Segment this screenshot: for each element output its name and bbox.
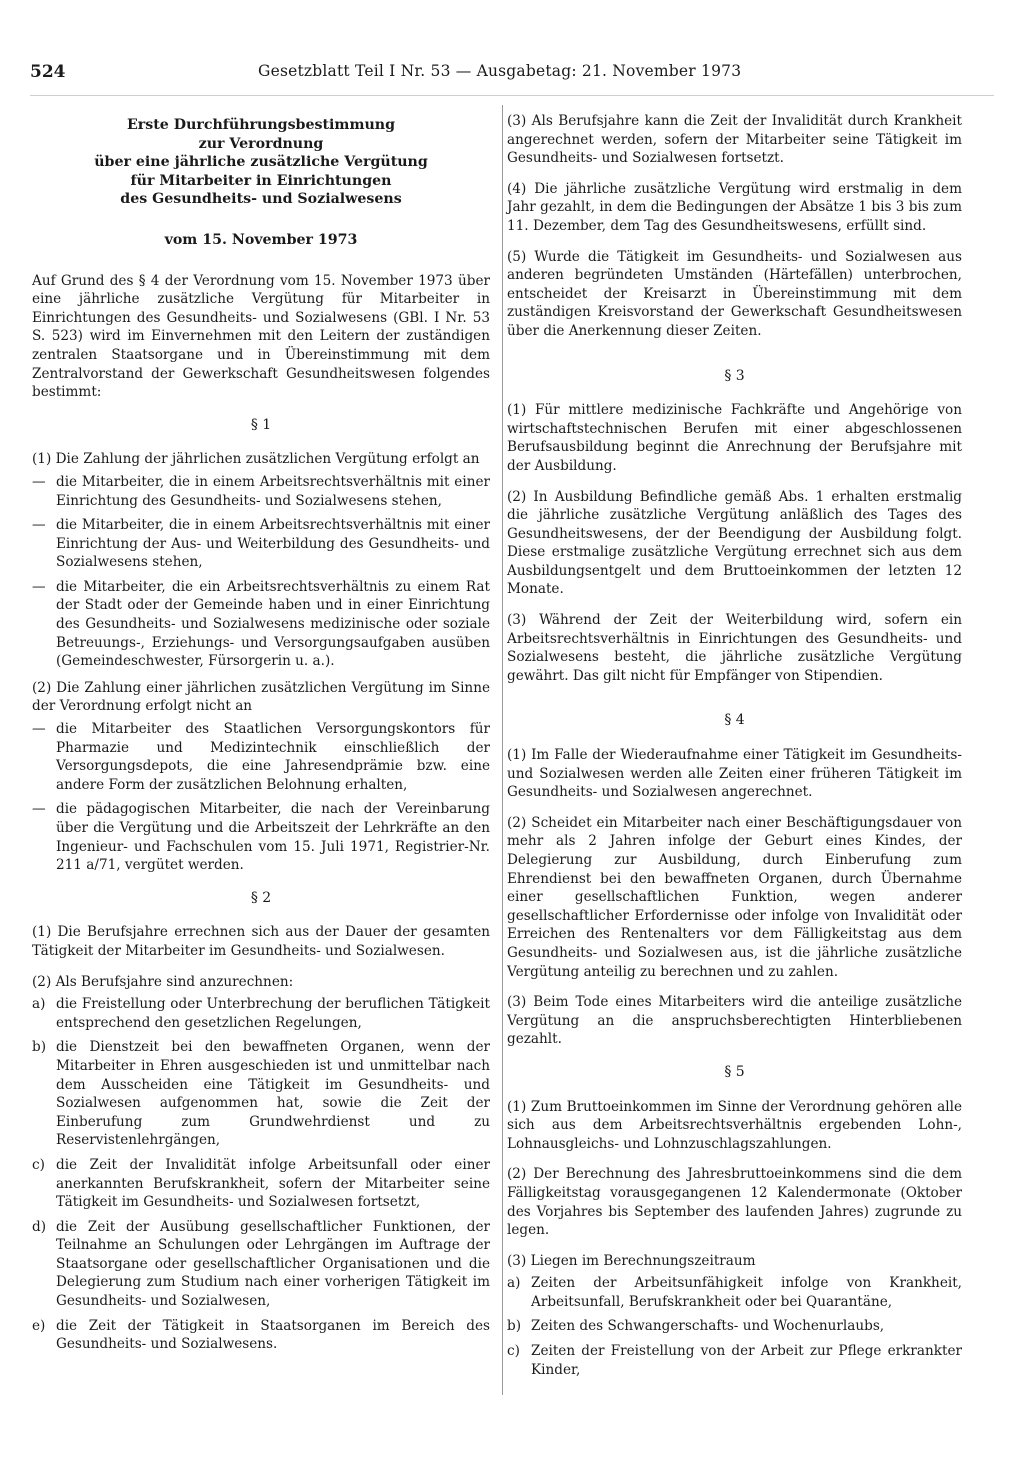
page-number: 524 [30, 62, 66, 82]
list-marker: a) [32, 996, 46, 1013]
list-item [32, 1038, 490, 1150]
paragraph: (1) Die Zahlung der jährlichen zusätzlichen Vergütung erfolgt an [32, 451, 480, 468]
page-header [30, 62, 994, 86]
paragraph: (3) Beim Tode eines Mitarbeiters wird die anteilige zusätzliche Vergütung an die anspruchsberechtigten Hinterbliebenen gezahlt. [507, 994, 962, 1048]
running-head: Gesetzblatt Teil I Nr. 53 — Ausgabetag: 21. November 1973 [258, 62, 742, 80]
list-item [507, 1317, 962, 1336]
paragraph: (1) Zum Bruttoeinkommen im Sinne der Verordnung gehören alle sich aus dem Arbeitsrechtsverhältnis ergebenden Lohn-, Lohnausgleichs- und Lohnzuschlagszahlungen. [507, 1098, 962, 1152]
list-marker: e) [32, 1317, 46, 1334]
column-divider [502, 105, 503, 1395]
list-item-text: Zeiten der Arbeitsunfähigkeit infolge von Krankheit, Arbeitsunfall, Berufskrankheit oder bei Quarantäne, [531, 1275, 962, 1310]
header-rule [30, 95, 994, 96]
list-item [32, 1156, 490, 1212]
list-item-text: Zeiten der Freistellung von der Arbeit zur Pflege erkrankter Kinder, [531, 1343, 962, 1378]
list-item [32, 995, 490, 1032]
section-heading-3: § 3 [724, 367, 745, 384]
paragraph: (3) Als Berufsjahre kann die Zeit der Invalidität durch Krankheit angerechnet werden, sofern der Mitarbeiter seine Tätigkeit im Gesundheits- und Sozialwesen fortsetzt. [507, 113, 962, 167]
paragraph: (2) In Ausbildung Befindliche gemäß Abs. 1 erhalten erstmalig die jährliche zusätzliche Vergütung anläßlich des Tages des Gesundheitswesens, der der Beendigung der Ausbildung folgt. Diese erstmalige zusätzliche Vergütung errechnet sich aus dem Ausbildungsentgelt und dem Bruttoeinkommen der letzten 12 Monate. [507, 488, 962, 598]
dash-marker: — [32, 801, 46, 818]
section-heading-5: § 5 [724, 1063, 745, 1080]
title-line: zur Verordnung [198, 135, 324, 152]
section-heading-4: § 4 [724, 712, 745, 729]
list-item [32, 473, 490, 510]
preamble: Auf Grund des § 4 der Verordnung vom 15. November 1973 über eine jährliche zusätzliche Vergütung für Mitarbeiter in Einrichtungen des Gesundheits- und Sozialwesens (GBl. I Nr. 53 S. 523) wird im Einvernehmen mit den Leitern der zuständigen zentralen Staatsorgane und in Übereinstimmung mit dem Zentralvorstand der Gewerkschaft Gesundheitswesen folgendes bestimmt: [32, 272, 490, 401]
dash-list [32, 473, 490, 671]
list-item [32, 516, 490, 572]
title-line: über eine jährliche zusätzliche Vergütung [94, 154, 428, 171]
list-item [32, 578, 490, 671]
lettered-list [32, 995, 490, 1354]
document-title [32, 112, 490, 209]
dash-marker: — [32, 578, 46, 595]
paragraph: (2) Als Berufsjahre sind anzurechnen: [32, 973, 294, 990]
list-marker: b) [507, 1318, 522, 1335]
section-heading-1: § 1 [250, 416, 272, 433]
list-item-text: die Zeit der Ausübung gesellschaftlicher Funktionen, der Teilnahme an Schulungen oder Lehrgängen im Auftrage der Staatsorgane oder gesellschaftlicher Organisationen und die Delegierung zum Studium nach einer vorherigen Tätigkeit im Gesundheits- und Sozialwesen, [56, 1218, 490, 1310]
paragraph: (1) Für mittlere medizinische Fachkräfte und Angehörige von wirtschaftstechnischen Berufen mit einer abgeschlossenen Berufsausbildung beginnt die Anrechnung der Berufsjahre mit der Ausbildung. [507, 402, 962, 474]
paragraph: (1) Im Falle der Wiederaufnahme einer Tätigkeit im Gesundheits- und Sozialwesen werden alle Zeiten einer früheren Tätigkeit im Gesundheits- und Sozialwesen angerechnet. [507, 747, 962, 801]
paragraph: (2) Der Berechnung des Jahresbruttoeinkommens sind die dem Fälligkeitstag vorausgegangenen 12 Kalendermonate (Oktober des Vorjahres bis September des laufenden Jahres) zugrunde zu legen. [507, 1166, 962, 1239]
dash-marker: — [32, 721, 46, 738]
list-item [507, 1342, 962, 1379]
list-marker: d) [32, 1218, 47, 1235]
list-marker: a) [507, 1275, 521, 1292]
list-item [32, 1317, 490, 1354]
list-item [32, 720, 490, 794]
list-item-text: die pädagogischen Mitarbeiter, die nach der Vereinbarung über die Vergütung und die Arbeitszeit der Lehrkräfte an den Ingenieur- und Fachschulen vom 15. Juli 1971, Registrier-Nr. 211 a/71, vergütet werden. [56, 801, 490, 874]
document-date: vom 15. November 1973 [164, 231, 358, 248]
list-item-text: die Mitarbeiter des Staatlichen Versorgungskontors für Pharmazie und Medizintechnik einschließlich der Versorgungsdepots, die eine Jahresendprämie bzw. eine andere Form der zusätzlichen Belohnung erhalten, [56, 721, 490, 793]
list-item-text: die Mitarbeiter, die in einem Arbeitsrechtsverhältnis mit einer Einrichtung der Aus- und Weiterbildung des Gesundheits- und Sozialwesens stehen, [56, 517, 490, 571]
paragraph: (4) Die jährliche zusätzliche Vergütung wird erstmalig in dem Jahr gezahlt, in dem die Bedingungen der Absätze 1 bis 3 bis zum 11. Dezember, dem Tag des Gesundheitswesens, erfüllt sind. [507, 180, 962, 234]
dash-list [32, 720, 490, 875]
title-line: des Gesundheits- und Sozialwesens [120, 191, 402, 208]
list-item-text: Zeiten des Schwangerschafts- und Wochenurlaubs, [531, 1318, 885, 1335]
list-item-text: die Zeit der Tätigkeit in Staatsorganen im Bereich des Gesundheits- und Sozialwesens. [56, 1317, 490, 1353]
paragraph: (2) Scheidet ein Mitarbeiter nach einer Beschäftigungsdauer von mehr als 2 Jahren infolge der Geburt eines Kindes, der Delegierung zur Ausbildung, durch Einberufung zum Ehrendienst bei den bewaffneten Organen, durch Übernahme einer gesellschaftlichen Funktion, wegen anderer gesellschaftlicher Erfordernisse oder infolge von Invalidität oder Erreichen des Rentenalters vor dem Fälligkeitstag aus dem Gesundheits- und Sozialwesen aus, ist die jährliche zusätzliche Vergütung anteilig zu berechnen und zu zahlen. [507, 814, 962, 980]
list-item-text: die Mitarbeiter, die in einem Arbeitsrechtsverhältnis mit einer Einrichtung des Gesundheits- und Sozialwesens stehen, [56, 473, 490, 509]
paragraph: (2) Die Zahlung einer jährlichen zusätzlichen Vergütung im Sinne der Verordnung erfolgt nicht an [32, 679, 490, 715]
section-heading-2: § 2 [250, 889, 272, 906]
dash-marker: — [32, 473, 46, 490]
list-item-text: die Zeit der Invalidität infolge Arbeitsunfall oder einer anerkannten Berufskrankheit, sofern der Mitarbeiter seine Tätigkeit im Gesundheits- und Sozialwesen fortsetzt, [56, 1156, 490, 1211]
list-item-text: die Mitarbeiter, die ein Arbeitsrechtsverhältnis zu einem Rat der Stadt oder der Gemeinde haben und in einer Einrichtung des Gesundheits- und Sozialwesens medizinische oder soziale Betreuungs-, Erziehungs- und Versorgungsaufgaben ausüben (Gemeindeschwester, Fürsorgerin u. a.). [56, 578, 490, 670]
title-line: für Mitarbeiter in Einrichtungen [130, 172, 392, 189]
list-item-text: die Freistellung oder Unterbrechung der beruflichen Tätigkeit entsprechend den gesetzlichen Regelungen, [56, 996, 490, 1031]
list-item [32, 800, 490, 874]
dash-marker: — [32, 517, 46, 534]
paragraph: (3) Während der Zeit der Weiterbildung wird, sofern ein Arbeitsrechtsverhältnis in Einrichtungen des Gesundheits- und Sozialwesens besteht, die jährliche zusätzliche Vergütung gewährt. Das gilt nicht für Empfänger von Stipendien. [507, 612, 962, 684]
list-marker: b) [32, 1039, 47, 1056]
lettered-list [507, 1274, 962, 1379]
list-marker: c) [32, 1156, 45, 1173]
paragraph: (3) Liegen im Berechnungszeitraum [507, 1252, 756, 1269]
right-column [507, 112, 962, 1387]
paragraph: (1) Die Berufsjahre errechnen sich aus der Dauer der gesamten Tätigkeit der Mitarbeiter im Gesundheits- und Sozialwesen. [32, 924, 490, 959]
list-marker: c) [507, 1343, 520, 1360]
paragraph: (5) Wurde die Tätigkeit im Gesundheits- und Sozialwesen aus anderen begründeten Umständen (Härtefällen) unterbrochen, entscheidet der Kreisarzt in Übereinstimmung mit dem zuständigen Kreisvorstand der Gewerkschaft Gesundheitswesen über die Anerkennung dieser Zeiten. [507, 248, 962, 339]
list-item [507, 1274, 962, 1311]
list-item [32, 1218, 490, 1311]
left-column [32, 112, 490, 1362]
list-item-text: die Dienstzeit bei den bewaffneten Organen, wenn der Mitarbeiter in Ehren ausgeschieden ist und unmittelbar nach dem Ausscheiden eine Tätigkeit im Gesundheits- und Sozialwesen aufgenommen hat, sowie die Zeit der Einberufung zum Grundwehrdienst und zu Reservistenlehrgängen, [56, 1039, 490, 1149]
title-line: Erste Durchführungsbestimmung [126, 117, 396, 133]
